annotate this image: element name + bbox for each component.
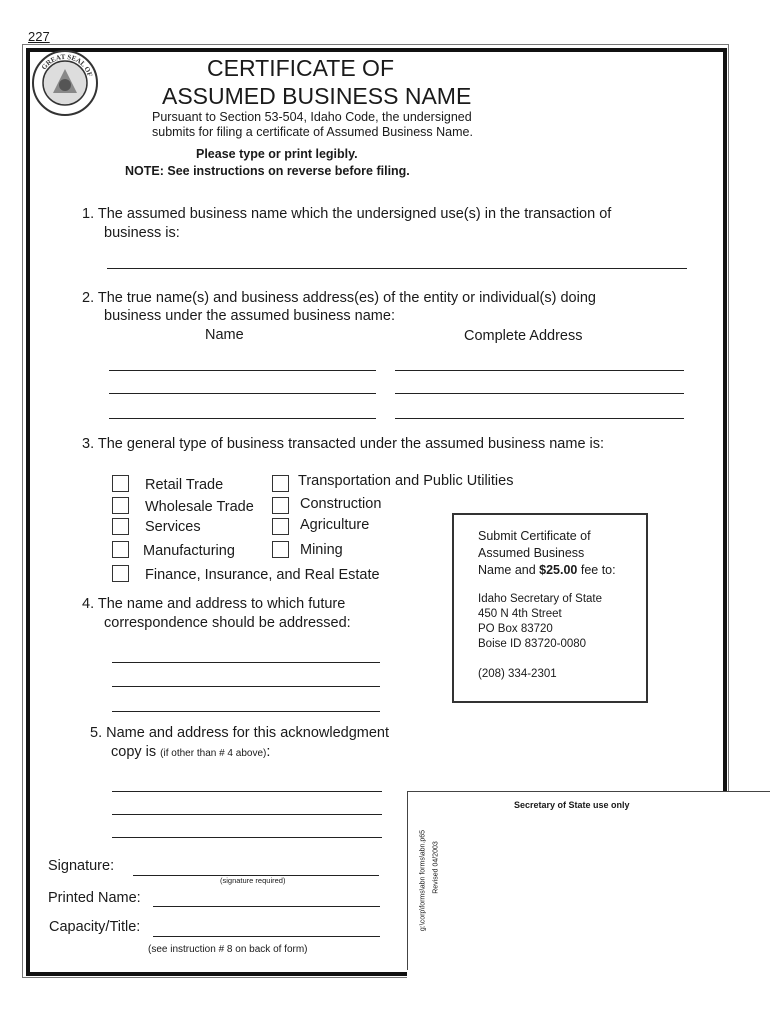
item5-text: 5. Name and address for this acknowledgment — [90, 725, 390, 741]
checkbox-label: Agriculture — [300, 517, 370, 533]
checkbox-label: Finance, Insurance, and Real Estate — [145, 567, 380, 583]
checkbox-label: Services — [145, 519, 201, 535]
capacity-label: Capacity/Title: — [49, 919, 141, 935]
item3-text: 3. The general type of business transacted under the assumed business name is: — [82, 436, 605, 452]
revised-date: Revised 04/2003 — [432, 841, 440, 894]
item4-text: 4. The name and address to which future — [82, 596, 346, 612]
printed-name-label: Printed Name: — [48, 890, 141, 906]
acknowledgment-field[interactable] — [112, 814, 382, 815]
address-line: Idaho Secretary of State — [478, 593, 603, 605]
correspondence-field[interactable] — [112, 686, 380, 687]
capacity-field[interactable] — [153, 936, 380, 937]
checkbox-label: Mining — [300, 542, 343, 558]
checkbox-label: Transportation and Public Utilities — [298, 473, 514, 489]
item4-text: correspondence should be addressed: — [104, 615, 351, 631]
item5-text: copy is — [111, 744, 157, 760]
office-use-bottom — [407, 970, 770, 1024]
checkbox-construction[interactable] — [272, 497, 289, 514]
svg-text:GREAT SEAL OF: GREAT SEAL OF — [39, 52, 95, 78]
checkbox-label: Retail Trade — [145, 477, 224, 493]
checkbox-label: Construction — [300, 496, 382, 512]
address-field[interactable] — [395, 393, 684, 394]
item5-note: (if other than # 4 above) — [160, 748, 267, 759]
pursuant-text: Pursuant to Section 53-504, Idaho Code, the undersigned — [152, 110, 472, 124]
item2-text: business under the assumed business name: — [104, 308, 395, 324]
item1-text: 1. The assumed business name which the undersigned use(s) in the transaction of — [82, 206, 612, 222]
submit-text: Assumed Business — [478, 546, 585, 560]
checkbox-label: Manufacturing — [143, 543, 235, 559]
pursuant-text: submits for filing a certificate of Assumed Business Name. — [152, 125, 473, 139]
correspondence-field[interactable] — [112, 711, 380, 712]
signature-label: Signature: — [48, 858, 115, 874]
checkbox-wholesale-trade[interactable] — [112, 497, 129, 514]
address-column-label: Complete Address — [464, 328, 583, 344]
fee-amount: $25.00 — [539, 563, 578, 577]
instruction-note: (see instruction # 8 on back of form) — [148, 944, 308, 955]
name-column-label: Name — [205, 327, 244, 343]
item5-text: : — [266, 744, 271, 760]
address-field[interactable] — [395, 370, 684, 371]
office-use-title: Secretary of State use only — [514, 800, 630, 810]
acknowledgment-field[interactable] — [112, 837, 382, 838]
title-line2: ASSUMED BUSINESS NAME — [162, 83, 472, 109]
correspondence-field[interactable] — [112, 662, 380, 663]
acknowledgment-field[interactable] — [112, 791, 382, 792]
name-field[interactable] — [109, 418, 376, 419]
signature-note: (signature required) — [220, 876, 286, 885]
name-field[interactable] — [109, 393, 376, 394]
checkbox-label: Wholesale Trade — [145, 499, 254, 515]
checkbox-transportation[interactable] — [272, 475, 289, 492]
submit-text: Name and — [478, 563, 540, 577]
checkbox-retail-trade[interactable] — [112, 475, 129, 492]
business-name-field[interactable] — [107, 268, 687, 269]
checkbox-finance[interactable] — [112, 565, 129, 582]
checkbox-mining[interactable] — [272, 541, 289, 558]
item2-text: 2. The true name(s) and business address(es) of the entity or individual(s) doing — [82, 290, 596, 306]
title-line1: CERTIFICATE OF — [207, 55, 394, 81]
idaho-seal-icon — [31, 49, 99, 117]
page-number: 227 — [28, 29, 50, 44]
item1-text: business is: — [104, 225, 180, 241]
legibly-note: Please type or print legibly. — [196, 147, 358, 161]
instructions-note: NOTE: See instructions on reverse before filing. — [125, 164, 410, 178]
submit-info-box — [452, 513, 648, 703]
printed-name-field[interactable] — [153, 906, 380, 907]
submit-text: Submit Certificate of — [478, 529, 591, 543]
name-field[interactable] — [109, 370, 376, 371]
address-field[interactable] — [395, 418, 684, 419]
file-path-text: g:\corp\forms\abn forms\abn.p65 — [419, 829, 427, 932]
address-line: Boise ID 83720-0080 — [478, 638, 587, 650]
phone-number: (208) 334-2301 — [478, 668, 557, 680]
checkbox-manufacturing[interactable] — [112, 541, 129, 558]
checkbox-services[interactable] — [112, 518, 129, 535]
address-line: PO Box 83720 — [478, 623, 553, 635]
address-line: 450 N 4th Street — [478, 608, 562, 620]
submit-text: fee to: — [577, 563, 616, 577]
checkbox-agriculture[interactable] — [272, 518, 289, 535]
